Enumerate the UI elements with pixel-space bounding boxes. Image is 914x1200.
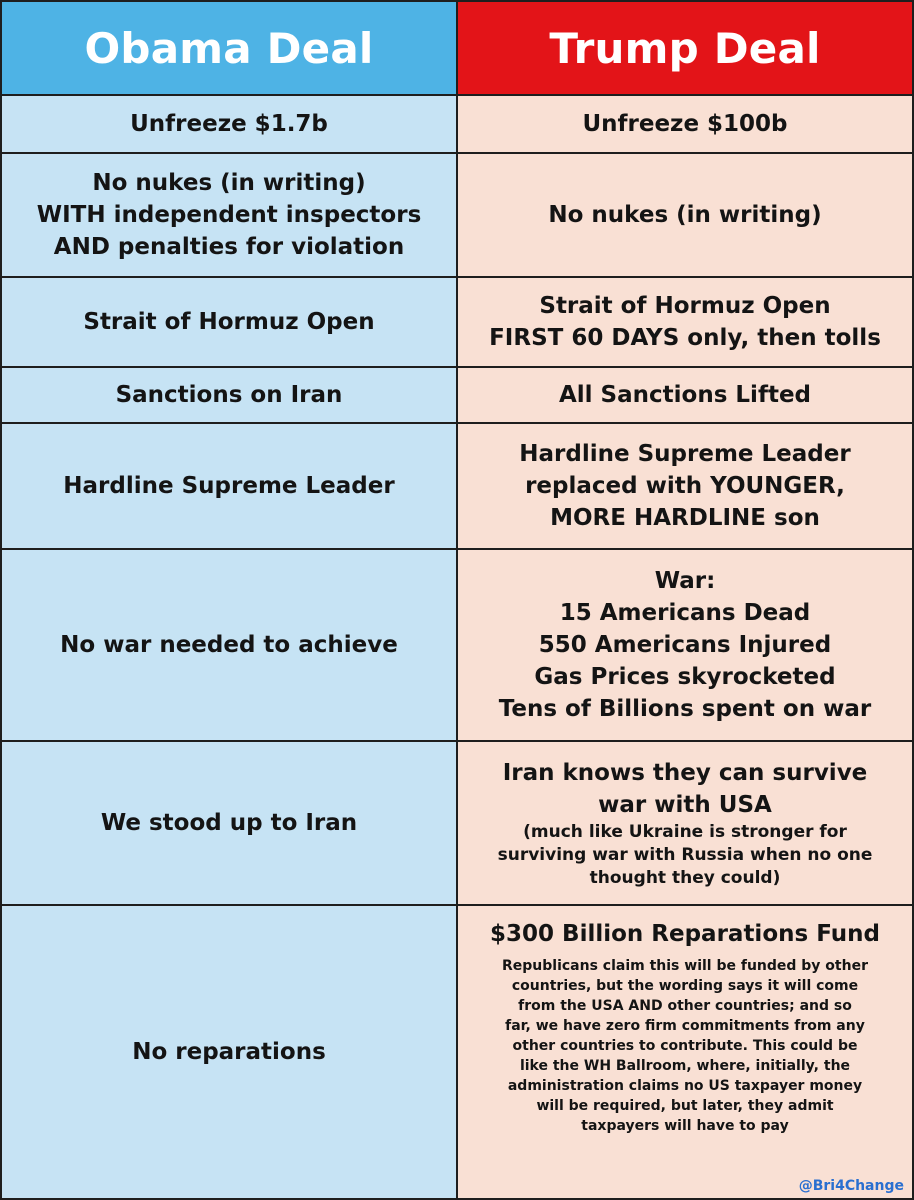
cell-note: surviving war with Russia when no one (497, 844, 873, 865)
trump-cell (458, 96, 914, 154)
cell-text: No nukes (in writing) (92, 170, 366, 196)
trump-cell (458, 278, 914, 368)
cell-detail: Republicans claim this will be funded by other (501, 958, 868, 974)
row-reparations (0, 906, 914, 1200)
obama-cell (0, 906, 458, 1200)
cell-text: FIRST 60 DAYS only, then tolls (489, 325, 881, 351)
trump-cell (458, 906, 914, 1200)
obama-cell (0, 550, 458, 742)
row-supreme-leader (0, 424, 914, 550)
cell-text: Strait of Hormuz Open (83, 309, 375, 335)
obama-deal-header (0, 0, 458, 96)
cell-note: thought they could) (589, 867, 781, 888)
cell-detail: far, we have zero firm commitments from any (505, 1018, 865, 1034)
cell-detail: countries, but the wording says it will come (511, 978, 859, 994)
obama-cell (0, 154, 458, 278)
cell-text: War: (654, 568, 716, 594)
cell-text: Gas Prices skyrocketed (534, 664, 836, 690)
cell-text: WITH independent inspectors (36, 202, 422, 228)
cell-text: All Sanctions Lifted (558, 382, 812, 408)
cell-text: No nukes (in writing) (548, 202, 822, 228)
cell-text: AND penalties for violation (53, 234, 405, 260)
cell-text: Sanctions on Iran (115, 382, 343, 408)
row-war (0, 550, 914, 742)
cell-text: 15 Americans Dead (559, 600, 811, 626)
row-stood-up (0, 742, 914, 906)
cell-text: war with USA (598, 791, 772, 818)
row-hormuz (0, 278, 914, 368)
trump-cell (458, 742, 914, 906)
cell-text: No war needed to achieve (60, 632, 398, 658)
trump-cell (458, 550, 914, 742)
cell-text: Hardline Supreme Leader (63, 473, 395, 499)
obama-deal-title: Obama Deal (84, 23, 374, 73)
row-nukes (0, 154, 914, 278)
obama-cell (0, 278, 458, 368)
cell-detail: administration claims no US taxpayer money (507, 1078, 863, 1094)
row-sanctions (0, 368, 914, 424)
cell-detail: like the WH Ballroom, where, initially, the (519, 1058, 851, 1074)
obama-cell (0, 424, 458, 550)
trump-deal-header (458, 0, 914, 96)
cell-text: We stood up to Iran (100, 810, 358, 836)
trump-cell (458, 154, 914, 278)
obama-cell (0, 368, 458, 424)
cell-detail: from the USA AND other countries; and so (518, 998, 852, 1014)
cell-text: Iran knows they can survive (502, 759, 868, 786)
trump-cell (458, 424, 914, 550)
obama-cell (0, 742, 458, 906)
trump-deal-title: Trump Deal (549, 23, 821, 73)
cell-note: (much like Ukraine is stronger for (523, 821, 847, 842)
cell-text: Unfreeze $100b (582, 111, 788, 137)
obama-cell (0, 96, 458, 154)
trump-cell (458, 368, 914, 424)
cell-detail: will be required, but later, they admit (536, 1098, 834, 1114)
cell-text: MORE HARDLINE son (550, 505, 820, 531)
cell-heading: $300 Billion Reparations Fund (490, 921, 880, 947)
cell-text: 550 Americans Injured (538, 632, 832, 658)
cell-detail: other countries to contribute. This could be (512, 1038, 858, 1054)
cell-text: Hardline Supreme Leader (519, 441, 851, 467)
cell-text: replaced with YOUNGER, (525, 473, 845, 499)
header-row (0, 0, 914, 96)
row-unfreeze (0, 96, 914, 154)
cell-text: No reparations (132, 1039, 326, 1065)
author-credit: @Bri4Change (798, 1178, 904, 1194)
cell-text: Unfreeze $1.7b (130, 111, 328, 137)
cell-text: Tens of Billions spent on war (498, 696, 872, 722)
cell-text: Strait of Hormuz Open (539, 293, 831, 319)
cell-detail: taxpayers will have to pay (581, 1118, 789, 1134)
